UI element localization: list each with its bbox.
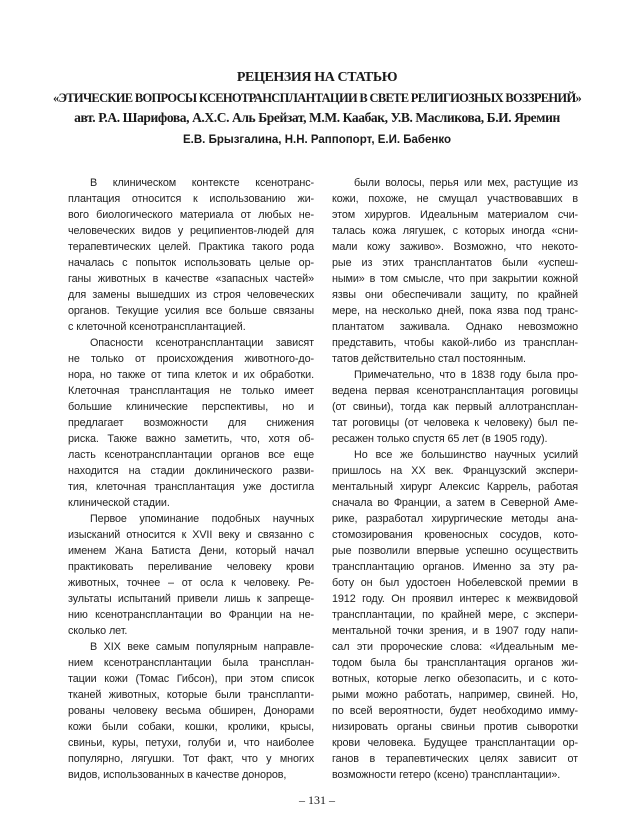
text-line: тации кожи (Томас Гибсон), при этом список [68,673,314,685]
text-line: популярно, лягушки. Тот факт, что у многих [68,753,314,765]
text-line: рые из этих трансплантатов были «успеш- [332,257,578,269]
text-line: нию ксенотрансплантации во Франции на не- [68,609,314,621]
text-line: вого биологического материала от любых не- [68,209,314,221]
text-line: Клеточная трансплантация не только имеет [68,385,314,397]
text-line: ресажен только спустя 65 лет (в 1905 году). [332,433,548,445]
text-line: сколько лет. [68,625,128,637]
left-column [68,175,314,783]
text-line: практиковать переливание человеку крови [68,561,314,573]
text-line: Примечательно, что в 1838 году была про- [354,369,578,381]
text-line: трансплантации, по крайней мере, с экспери- [332,609,578,621]
text-line: нора, но также от типа клеток и их обработки. [68,369,314,381]
text-line: ментальный хирург Алексис Каррель, работая [332,481,578,493]
text-line: ментальной точки зрения, и в 1907 году напи- [332,625,578,637]
text-line: вотных, которые легко обезопасить, и с кото- [332,673,578,685]
text-line: татов действительно стал постоянным. [332,353,526,365]
text-line: органов. Текущие усилия все больше связаны [68,305,314,317]
text-line: тканей животных, которые были трансплanти- [68,689,314,701]
text-line: не только от происхождения животного-до- [68,353,314,365]
text-line: плантатом заживала. Однако невозможно [332,321,578,333]
text-line: находится на стадии доклинического разви- [68,465,314,477]
text-line: началась с попыток использовать целые ор- [68,257,314,269]
text-line: терапевтических целей. Практика такого рода [68,241,314,253]
text-line: Опасности ксенотрансплантации зависят [90,337,314,349]
text-line: плантация относится к использованию жи- [68,193,314,205]
text-line: именем Жана Батиста Дени, который начал [68,545,314,557]
text-line: трансплантацию органов. Именно за эту ра- [332,561,578,573]
text-line: (от свиньи), тогда как первый аллотрансплан- [332,401,578,413]
text-line: рые позволили впервые успешно осуществить [332,545,578,557]
text-line: тат роговицы (от человека к человеку) был пе- [332,417,578,429]
right-column [332,175,578,783]
text-line: видов, использованных в качестве доноров, [68,769,287,781]
text-line: ными» в том смысле, что при закрытии кожной [332,273,578,285]
text-line: большие клинические перспективы, но и [68,401,314,413]
text-line: 1912 году. Он проявил интерес к межвидовой [332,593,578,605]
text-line: рике, разработал хирургические методы ана- [332,513,578,525]
text-line: по всей вероятности, будет необходимо иммy- [332,705,578,717]
text-line: тия, клеточная трансплантация уже достигла [68,481,314,493]
text-line: талась кожа лягушек, с которых иногда «сни- [332,225,578,237]
text-line: кожи, похоже, не смущал участвовавших в [332,193,578,205]
article-authors: авт. Р.А. Шарифова, А.Х.С. Аль Брейзат, М.М. Каабак, У.В. Масликова, Б.И. Яремин [74,110,560,125]
review-heading: РЕЦЕНЗИЯ НА СТАТЬЮ [236,70,398,85]
text-line: были волосы, перья или мех, растущие из [354,177,578,189]
text-line: Первое упоминание подобных научных [90,513,314,525]
text-line: этом хирургов. Идеальным материалом счи- [332,209,578,221]
text-line: сначала во Франции, а затем в Северной Аме- [332,497,578,509]
text-line: риска. Также важно заметить, что, хотя об- [68,433,314,445]
text-line: Но все же большинство научных усилий [354,449,578,461]
text-line: свиньи, куры, петухи, голуби и, что наиболее [68,737,314,749]
text-line: представить, чтобы какой-либо из трансплан- [332,337,578,349]
text-line: предлагает возможности для снижения [68,417,314,429]
text-line: пришлось на XX век. Французский экспери- [332,465,578,477]
text-line: стомозирования кровеносных сосудов, кото- [332,529,578,541]
text-line: рыми можно работать, например, свиней. Но, [332,689,578,701]
text-line: для замены вышедших из строя человеческих [68,289,314,301]
text-line: человеческих видов у реципиентов-людей для [68,225,314,237]
review-authors: Е.В. Брызгалина, Н.Н. Раппопорт, Е.И. Бабенко [183,134,451,146]
text-line: клинической стадии. [68,497,170,509]
text-line: кожи были собаки, кошки, кролики, крысы, [68,721,314,733]
text-line: с клеточной ксенотрансплантацией. [68,321,246,333]
text-line: ганов в терапевтических целях зависит от [332,753,578,765]
text-line: сал эти пророческие слова: «Идеальным ме- [332,641,578,653]
text-line: боту он был удостоен Нобелевской премии в [332,577,578,589]
text-line: В клиническом контексте ксенотранс- [90,177,314,189]
text-line: В XIX веке самым популярным направле- [90,641,314,653]
text-line: животных, точнее – от осла к человеку. Ре- [68,577,314,589]
text-line: мали кожу заживо». Возможно, что некото- [332,241,578,253]
text-line: мере, на несколько дней, пока язва под транс- [332,305,578,317]
text-line: зультаты испытаний привели лишь к запреще- [68,593,314,605]
text-line: нием ксенотрансплантации была трансплан- [68,657,314,669]
text-line: ганы животных в качестве «запасных частей» [68,273,314,285]
text-line: ведена первая ксенотрансплантация роговицы [332,385,578,397]
text-line: низировать органы свиньи против сыворотки [332,721,578,733]
text-line: крови человека. Будущее трансплантации ор- [332,737,578,749]
text-line: рованы человеку весьма обширен, Донорами [68,705,314,717]
text-line: изысканий относится к XVII веку и связанно с [68,529,314,541]
text-line: язвы они обеспечивали защиту, по крайней [332,289,578,301]
article-title: «ЭТИЧЕСКИЕ ВОПРОСЫ КСЕНОТРАНСПЛАНТАЦИИ В СВЕТЕ РЕЛИГИОЗНЫХ ВОЗЗРЕНИЙ» [52,91,582,105]
page-number: – 131 – [299,793,335,807]
text-line: возможности гетеро (ксено) трансплантации». [332,769,561,781]
text-line: тодом была бы трансплантация органов жи- [332,657,578,669]
text-line: ласть ксенотрансплантации органов все еще [68,449,314,461]
